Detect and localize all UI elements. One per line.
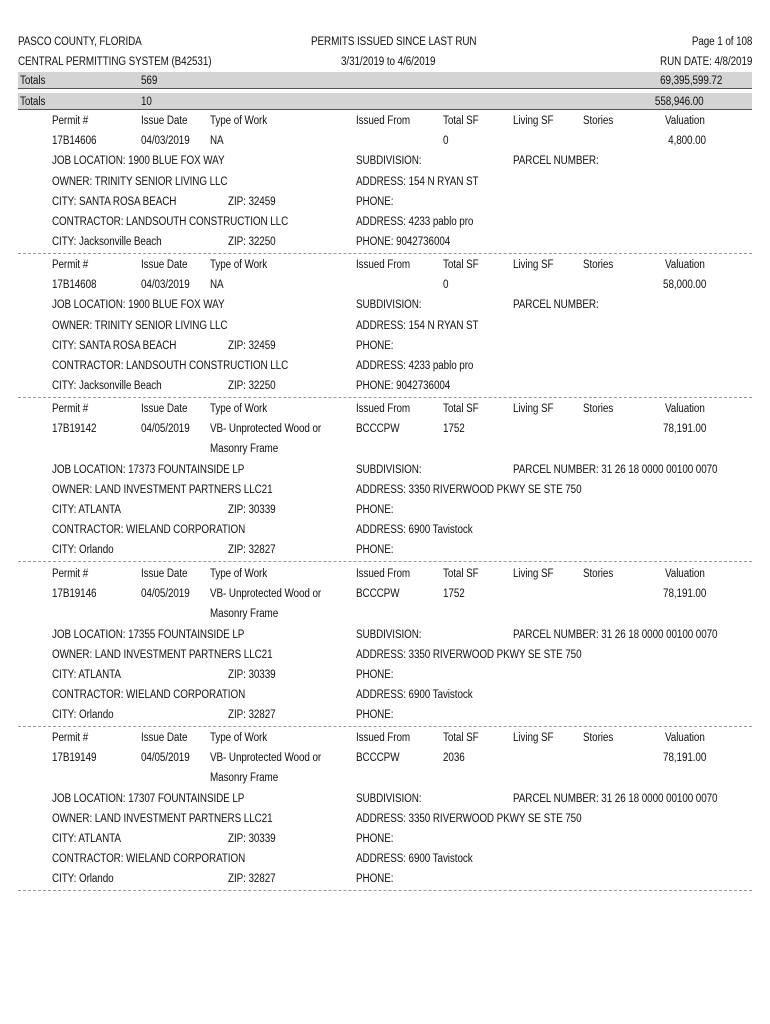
permit-number: 17B19146 [52,588,97,601]
col-header-living-sf: Living SF [513,732,554,744]
owner-zip: ZIP: 30339 [228,833,276,845]
county-name: PASCO COUNTY, FLORIDA [18,36,142,48]
parcel-number: PARCEL NUMBER: 31 26 18 0000 00100 0070 [513,792,718,805]
contractor-address: ADDRESS: 4233 pablo pro [356,216,474,228]
system-name: CENTRAL PERMITTING SYSTEM (B42531) [18,56,212,68]
owner-zip: ZIP: 32459 [228,195,276,208]
contractor-city: CITY: Orlando [52,873,114,886]
col-header-issued-from: Issued From [356,568,411,580]
col-header-living-sf: Living SF [513,403,554,415]
owner-address: ADDRESS: 154 N RYAN ST [356,175,479,188]
record-separator [18,726,752,727]
totals-bar-1 [18,72,752,88]
owner-name: OWNER: LAND INVESTMENT PARTNERS LLC21 [52,648,273,661]
contractor-name: CONTRACTOR: WIELAND CORPORATION [52,853,246,866]
col-header-stories: Stories [583,732,614,744]
col-header-type: Type of Work [210,732,268,744]
job-location: JOB LOCATION: 1900 BLUE FOX WAY [52,155,225,168]
col-header-permit: Permit # [52,403,89,415]
valuation: 78,191.00 [662,752,706,765]
col-header-permit: Permit # [52,259,89,271]
col-header-total-sf: Total SF [443,732,479,744]
owner-zip: ZIP: 30339 [228,504,276,516]
subdivision: SUBDIVISION: [356,792,422,805]
parcel-number: PARCEL NUMBER: 31 26 18 0000 00100 0070 [513,463,718,476]
owner-address: ADDRESS: 3350 RIVERWOOD PKWY SE STE 750 [356,483,582,496]
owner-phone: PHONE: [356,195,394,208]
col-header-valuation: Valuation [665,732,705,744]
col-header-stories: Stories [583,259,614,271]
col-header-living-sf: Living SF [513,259,554,271]
record-separator [18,561,752,562]
owner-zip: ZIP: 32459 [228,339,276,352]
job-location: JOB LOCATION: 1900 BLUE FOX WAY [52,299,225,312]
total-sf: 0 [443,279,449,292]
type-of-work-cont: Masonry Frame [210,443,279,456]
contractor-city: CITY: Jacksonville Beach [52,380,162,393]
col-header-total-sf: Total SF [443,259,479,271]
contractor-zip: ZIP: 32250 [228,380,276,393]
job-location: JOB LOCATION: 17373 FOUNTAINSIDE LP [52,463,245,476]
contractor-zip: ZIP: 32827 [228,544,276,557]
col-header-permit: Permit # [52,115,89,127]
col-header-type: Type of Work [210,403,268,415]
col-header-valuation: Valuation [665,115,705,127]
owner-phone: PHONE: [356,339,394,352]
col-header-type: Type of Work [210,115,268,127]
col-header-issue-date: Issue Date [141,115,188,127]
col-header-valuation: Valuation [665,403,705,415]
totals-count: 10 [141,96,152,108]
contractor-address: ADDRESS: 6900 Tavistock [356,524,473,537]
parcel-number: PARCEL NUMBER: [513,155,599,168]
type-of-work-cont: Masonry Frame [210,772,279,785]
col-header-issued-from: Issued From [356,115,411,127]
col-header-issue-date: Issue Date [141,568,188,580]
owner-city: CITY: ATLANTA [52,669,121,681]
owner-city: CITY: ATLANTA [52,833,121,845]
total-sf: 0 [443,135,449,148]
col-header-issue-date: Issue Date [141,403,188,415]
col-header-type: Type of Work [210,259,268,271]
totals-bar-2 [18,93,752,109]
owner-address: ADDRESS: 154 N RYAN ST [356,319,479,332]
totals-divider [18,109,752,110]
col-header-issued-from: Issued From [356,403,411,415]
owner-address: ADDRESS: 3350 RIVERWOOD PKWY SE STE 750 [356,648,582,661]
contractor-name: CONTRACTOR: WIELAND CORPORATION [52,689,246,702]
col-header-permit: Permit # [52,732,89,744]
total-sf: 1752 [443,423,465,436]
issue-date: 04/05/2019 [141,423,190,436]
totals-label: Totals [20,75,46,87]
record-separator [18,253,752,254]
report-title: PERMITS ISSUED SINCE LAST RUN [311,36,477,48]
col-header-total-sf: Total SF [443,115,479,127]
issue-date: 04/05/2019 [141,588,190,601]
col-header-issue-date: Issue Date [141,259,188,271]
col-header-total-sf: Total SF [443,403,479,415]
contractor-city: CITY: Jacksonville Beach [52,236,162,249]
totals-label: Totals [20,96,46,108]
owner-name: OWNER: TRINITY SENIOR LIVING LLC [52,175,228,188]
permit-number: 17B19149 [52,752,97,765]
owner-city: CITY: SANTA ROSA BEACH [52,339,177,352]
totals-amount: 69,395,599.72 [659,75,722,87]
page-number: Page 1 of 108 [691,36,752,48]
totals-divider [18,88,752,89]
issue-date: 04/03/2019 [141,135,190,148]
col-header-issued-from: Issued From [356,259,411,271]
permit-number: 17B14608 [52,279,97,292]
subdivision: SUBDIVISION: [356,155,422,168]
owner-name: OWNER: LAND INVESTMENT PARTNERS LLC21 [52,483,273,496]
col-header-issued-from: Issued From [356,732,411,744]
owner-phone: PHONE: [356,669,394,681]
contractor-name: CONTRACTOR: LANDSOUTH CONSTRUCTION LLC [52,360,289,372]
owner-zip: ZIP: 30339 [228,669,276,681]
contractor-city: CITY: Orlando [52,709,114,722]
issued-from: BCCCPW [356,588,400,601]
col-header-living-sf: Living SF [513,568,554,580]
totals-amount: 558,946.00 [655,96,704,108]
contractor-phone: PHONE: 9042736004 [356,236,451,249]
col-header-stories: Stories [583,403,614,415]
job-location: JOB LOCATION: 17307 FOUNTAINSIDE LP [52,792,245,805]
parcel-number: PARCEL NUMBER: [513,299,599,312]
col-header-valuation: Valuation [665,259,705,271]
record-separator [18,397,752,398]
col-header-living-sf: Living SF [513,115,554,127]
contractor-zip: ZIP: 32250 [228,236,276,249]
valuation: 78,191.00 [662,588,706,601]
type-of-work: VB- Unprotected Wood or [210,588,322,601]
issue-date: 04/05/2019 [141,752,190,765]
totals-count: 569 [141,75,158,87]
total-sf: 1752 [443,588,465,601]
contractor-address: ADDRESS: 6900 Tavistock [356,853,473,866]
contractor-name: CONTRACTOR: WIELAND CORPORATION [52,524,246,537]
issue-date: 04/03/2019 [141,279,190,292]
type-of-work: NA [210,135,224,148]
contractor-phone: PHONE: [356,873,394,886]
job-location: JOB LOCATION: 17355 FOUNTAINSIDE LP [52,628,245,641]
permit-number: 17B14606 [52,135,97,148]
subdivision: SUBDIVISION: [356,463,422,476]
valuation: 58,000.00 [662,279,706,292]
contractor-address: ADDRESS: 4233 pablo pro [356,360,474,372]
col-header-issue-date: Issue Date [141,732,188,744]
parcel-number: PARCEL NUMBER: 31 26 18 0000 00100 0070 [513,628,718,641]
owner-phone: PHONE: [356,833,394,845]
total-sf: 2036 [443,752,465,765]
issued-from: BCCCPW [356,752,400,765]
valuation: 78,191.00 [662,423,706,436]
owner-phone: PHONE: [356,504,394,516]
type-of-work: NA [210,279,224,292]
contractor-zip: ZIP: 32827 [228,709,276,722]
record-separator [18,890,752,891]
run-date: RUN DATE: 4/8/2019 [659,56,752,68]
contractor-phone: PHONE: [356,709,394,722]
contractor-phone: PHONE: [356,544,394,557]
type-of-work: VB- Unprotected Wood or [210,423,322,436]
col-header-permit: Permit # [52,568,89,580]
owner-name: OWNER: LAND INVESTMENT PARTNERS LLC21 [52,812,273,825]
contractor-name: CONTRACTOR: LANDSOUTH CONSTRUCTION LLC [52,216,289,228]
permit-number: 17B19142 [52,423,97,436]
col-header-type: Type of Work [210,568,268,580]
subdivision: SUBDIVISION: [356,628,422,641]
issued-from: BCCCPW [356,423,400,436]
owner-city: CITY: SANTA ROSA BEACH [52,195,177,208]
col-header-stories: Stories [583,115,614,127]
contractor-phone: PHONE: 9042736004 [356,380,451,393]
col-header-total-sf: Total SF [443,568,479,580]
subdivision: SUBDIVISION: [356,299,422,312]
valuation: 4,800.00 [668,135,706,148]
type-of-work: VB- Unprotected Wood or [210,752,322,765]
contractor-city: CITY: Orlando [52,544,114,557]
col-header-valuation: Valuation [665,568,705,580]
contractor-address: ADDRESS: 6900 Tavistock [356,689,473,702]
date-range: 3/31/2019 to 4/6/2019 [341,56,436,68]
contractor-zip: ZIP: 32827 [228,873,276,886]
owner-city: CITY: ATLANTA [52,504,121,516]
owner-name: OWNER: TRINITY SENIOR LIVING LLC [52,319,228,332]
col-header-stories: Stories [583,568,614,580]
type-of-work-cont: Masonry Frame [210,608,279,621]
owner-address: ADDRESS: 3350 RIVERWOOD PKWY SE STE 750 [356,812,582,825]
